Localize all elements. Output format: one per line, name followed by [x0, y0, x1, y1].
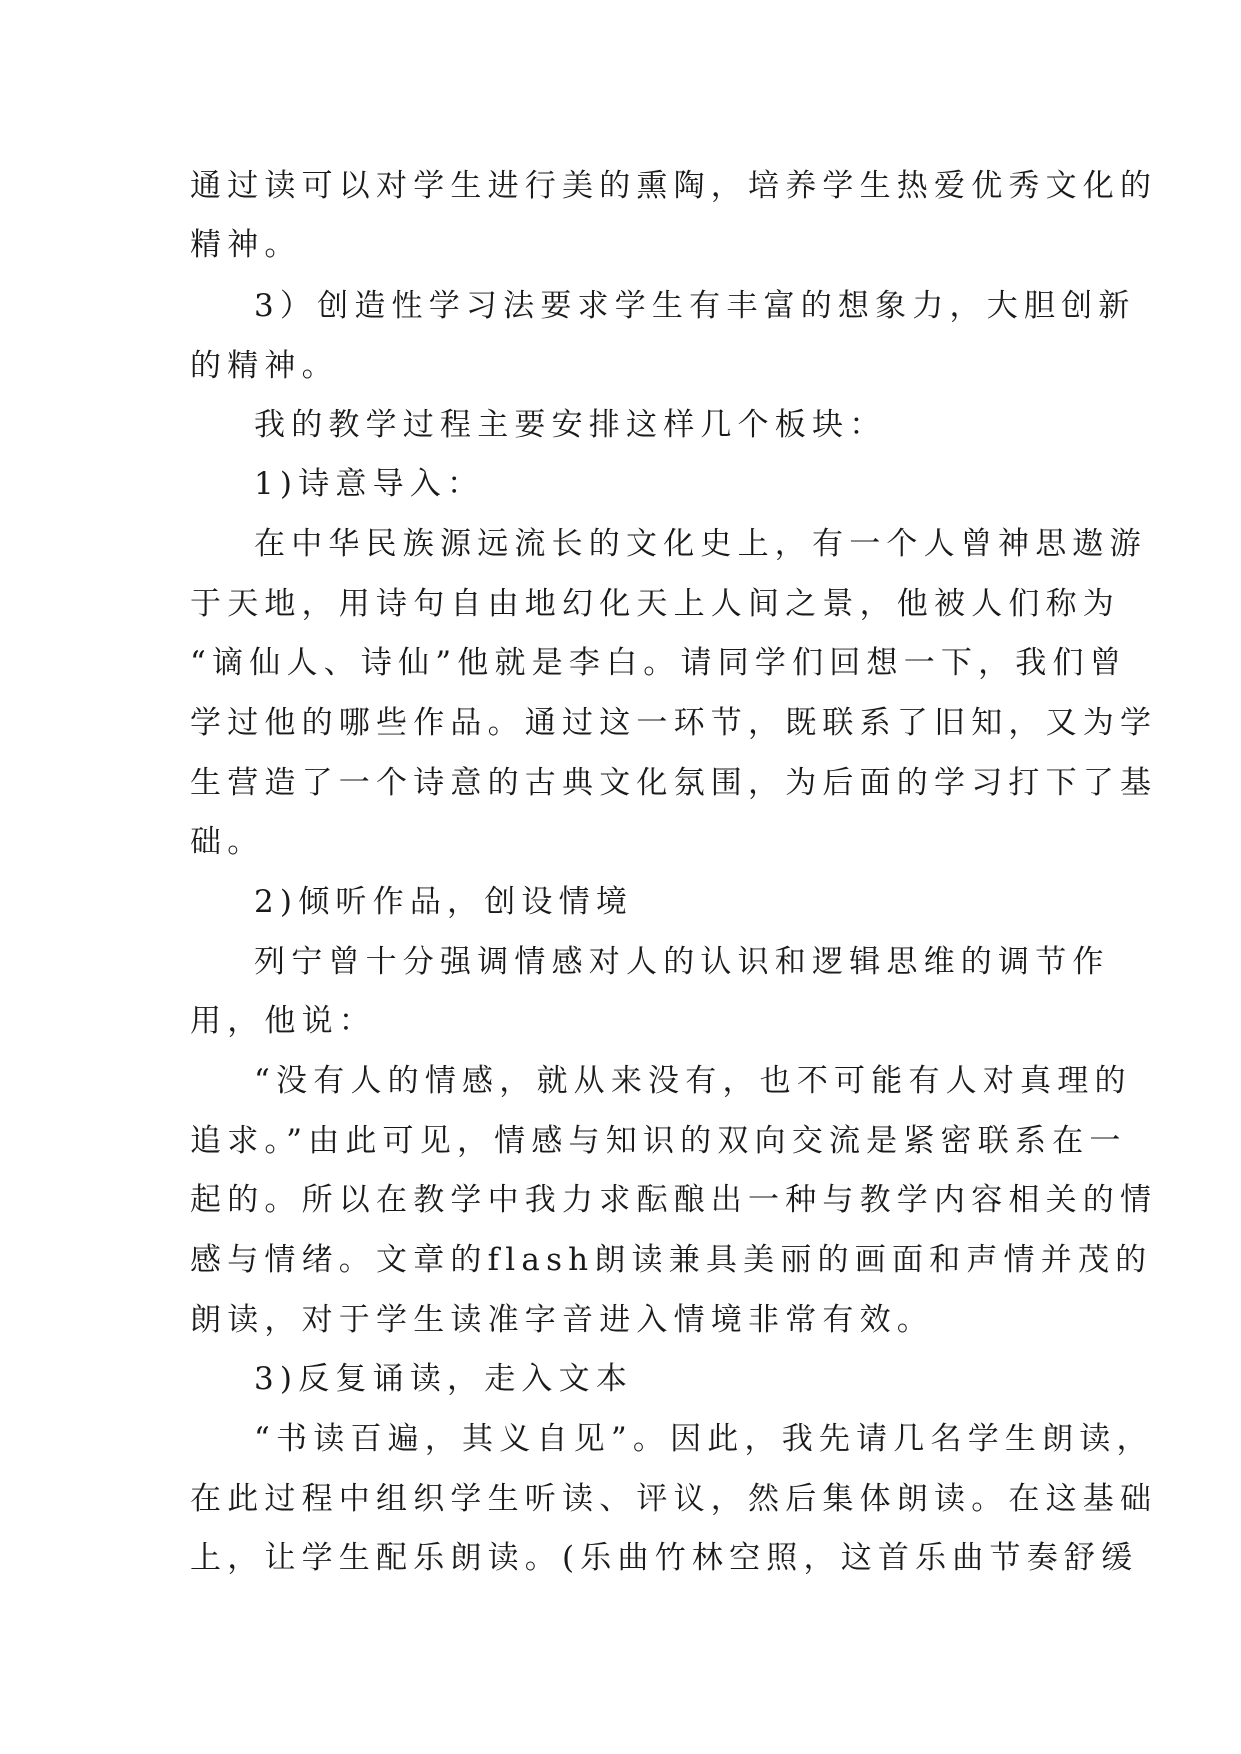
text-line: “谪仙人、诗仙”他就是李白。请同学们回想一下，我们曾 — [190, 645, 1127, 681]
text-line: 通过读可以对学生进行美的熏陶，培养学生热爱优秀文化的 — [190, 168, 1158, 204]
text-line: 在中华民族源远流长的文化史上，有一个人曾神思遨游 — [254, 526, 1147, 562]
text-line: 感与情绪。文章的flash朗读兼具美丽的画面和声情并茂的 — [190, 1242, 1153, 1278]
text-line: 列宁曾十分强调情感对人的认识和逻辑思维的调节作 — [254, 944, 1110, 980]
text-line: 生营造了一个诗意的古典文化氛围，为后面的学习打下了基 — [190, 765, 1158, 801]
text-line: 精神。 — [190, 227, 302, 263]
text-line: 学过他的哪些作品。通过这一环节，既联系了旧知，又为学 — [190, 705, 1158, 741]
text-line: “书读百遍，其义自见”。因此，我先请几名学生朗读， — [254, 1421, 1154, 1457]
text-line: 用，他说： — [190, 1003, 376, 1039]
text-line: 我的教学过程主要安排这样几个板块： — [254, 407, 887, 443]
text-line: 起的。所以在教学中我力求酝酿出一种与教学内容相关的情 — [190, 1182, 1158, 1218]
text-line: 3)反复诵读，走入文本 — [254, 1361, 634, 1397]
text-line: 2)倾听作品，创设情境 — [254, 884, 634, 920]
text-line: 朗读，对于学生读准字音进入情境非常有效。 — [190, 1302, 934, 1338]
text-line: 础。 — [190, 824, 265, 860]
text-line: 追求。”由此可见，情感与知识的双向交流是紧密联系在一 — [190, 1123, 1127, 1159]
text-line: 在此过程中组织学生听读、评议，然后集体朗读。在这基础 — [190, 1481, 1158, 1517]
text-line: 3）创造性学习法要求学生有丰富的想象力，大胆创新 — [254, 288, 1136, 324]
text-line: “没有人的情感，就从来没有，也不可能有人对真理的 — [254, 1063, 1132, 1099]
text-line: 的精神。 — [190, 348, 339, 384]
text-line: 上，让学生配乐朗读。(乐曲竹林空照，这首乐曲节奏舒缓 — [190, 1540, 1139, 1576]
text-line: 于天地，用诗句自由地幻化天上人间之景，他被人们称为 — [190, 586, 1120, 622]
text-line: 1)诗意导入： — [254, 466, 485, 502]
